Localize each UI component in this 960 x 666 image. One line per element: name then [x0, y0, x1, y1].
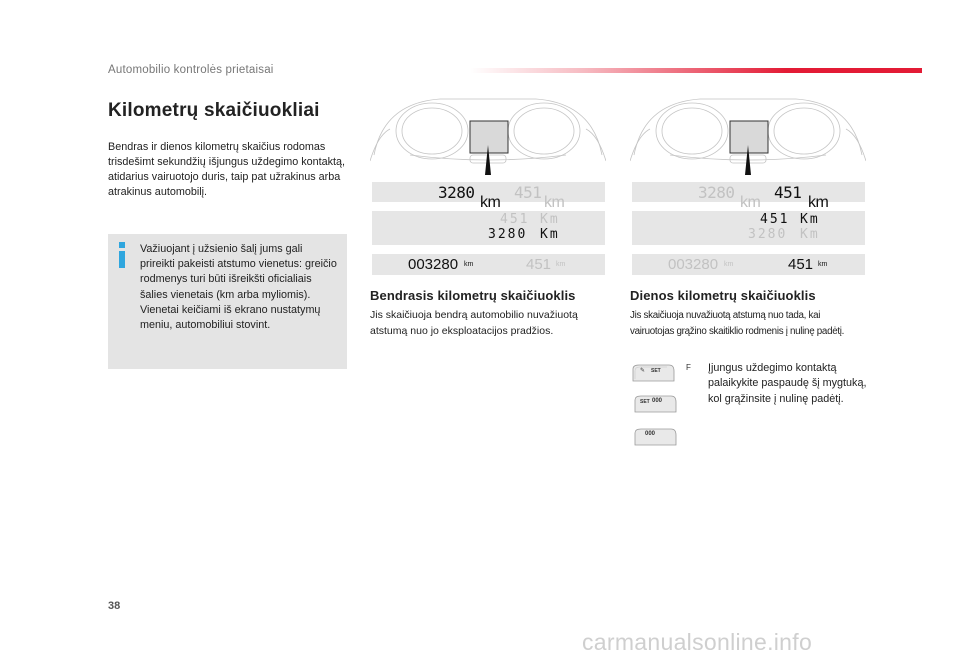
trip-unit: km: [556, 261, 566, 268]
display-segment-trip: [632, 182, 865, 211]
total-unit: km: [480, 194, 501, 211]
stalk-set-reset-button-image: [633, 394, 677, 414]
total-unit: km: [740, 194, 761, 211]
trip-unit: Km: [540, 212, 560, 227]
total-unit: km: [724, 261, 734, 268]
total-value: 3280: [748, 227, 788, 242]
stalk-set-label: SET: [640, 399, 650, 405]
total-unit: Km: [540, 227, 560, 242]
trip-unit: km: [544, 194, 565, 211]
total-value: 3280: [438, 183, 475, 202]
trip-value: 451: [500, 212, 530, 227]
intro-paragraph: Bendras ir dienos kilometrų skaičius rodomas trisdešimt sekundžių išjungus uždegimo kontaktą, atidarius vairuotojo duris, taip pat užrakinus arba atrakinus automobilį.: [108, 141, 346, 198]
trip-value: 451: [788, 256, 814, 273]
watermark: carmanualsonline.info: [582, 629, 813, 655]
wiper-stalk-set-button-image: [631, 363, 675, 383]
page-number: 38: [108, 600, 121, 612]
trip-value: 451: [774, 183, 802, 202]
stalk-reset-button-image: [633, 427, 677, 447]
total-value: 3280: [698, 183, 735, 202]
trip-unit: Km: [800, 212, 820, 227]
display-digital-total: [372, 254, 605, 275]
section-title: Automobilio kontrolės prietaisai: [108, 64, 274, 76]
total-value: 003280: [668, 256, 719, 273]
trip-value: 451: [526, 256, 552, 273]
instrument-cluster-illustration-total: [370, 95, 606, 175]
trip-unit: km: [818, 261, 828, 268]
instrument-cluster-illustration-trip: [630, 95, 866, 175]
display-matrix-trip: [632, 211, 865, 245]
total-value: 003280: [408, 256, 459, 273]
info-note-box: [108, 234, 347, 369]
info-note-text: Važiuojant į užsienio šalį jums gali prireikti pakeisti atstumo vienetus: greičio rodmenys turi būti išreikšti oficialiais šalies vienetais (km arba myliomis). Vienetai keičiami iš ekrano nustatymų meniu, automobiliui stovint.: [140, 243, 337, 332]
display-segment-total: [372, 182, 605, 211]
stalk-set-label: SET: [651, 368, 661, 374]
bullet-marker: F: [686, 363, 691, 372]
total-unit: Km: [800, 227, 820, 242]
trip-odometer-description: Jis skaičiuoja nuvažiuotą atstumą nuo tada, kai vairuotojas grąžino skaitiklio rodmenis į nulinę padėtį.: [630, 310, 845, 337]
total-value: 3280: [488, 227, 528, 242]
header-accent-bar: [470, 68, 922, 73]
total-odometer-heading: Bendrasis kilometrų skaičiuoklis: [370, 288, 576, 303]
stalk-reset-label: 000: [645, 431, 656, 437]
trip-value: 451: [760, 212, 790, 227]
trip-odometer-heading: Dienos kilometrų skaičiuoklis: [630, 288, 816, 303]
info-icon: [117, 242, 127, 268]
trip-unit: km: [808, 194, 829, 211]
trip-value: 451: [514, 183, 542, 202]
reset-instruction: Įjungus uždegimo kontaktą palaikykite paspaudę šį mygtuką, kol grąžinsite į nulinę padėtį.: [708, 362, 867, 405]
display-digital-trip: [632, 254, 865, 275]
wrench-icon: ✎: [640, 368, 646, 374]
display-matrix-total: [372, 211, 605, 245]
total-unit: km: [464, 261, 474, 268]
page-heading: Kilometrų skaičiuokliai: [108, 100, 320, 121]
stalk-reset-label: 000: [652, 398, 663, 404]
total-odometer-description: Jis skaičiuoja bendrą automobilio nuvažiuotą atstumą nuo jo eksploatacijos pradžios.: [370, 309, 578, 337]
